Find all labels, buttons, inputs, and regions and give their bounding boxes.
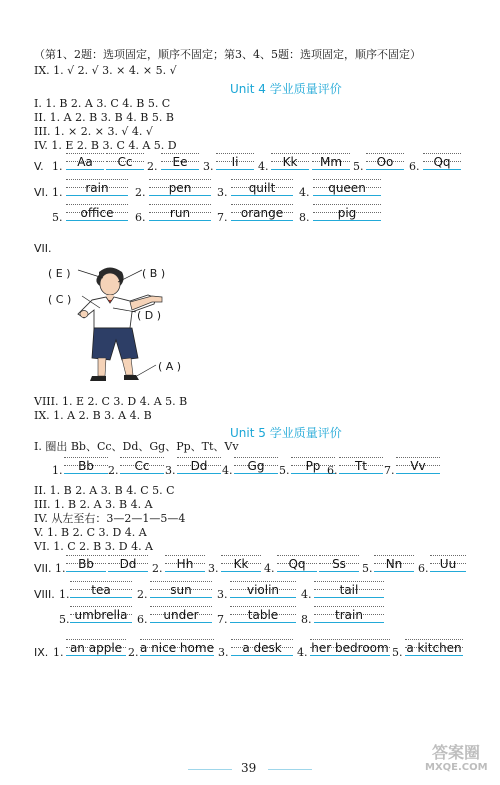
figure-label-b: ( B ) [142,267,166,280]
answer-blank [161,153,199,170]
unit4-line-ix: IX. 1. A 2. B 3. A 4. B [34,409,152,422]
answer-blank [150,581,212,598]
item-number: 2. [147,160,158,173]
answer-blank [319,555,359,572]
answer-blank [66,179,128,196]
note-line: （第1、2题：选项固定，顺序不固定；第3、4、5题：选项固定，顺序不固定） [34,48,421,61]
item-number: 3. [208,562,219,575]
unit5-vii-label: VII. [34,562,52,575]
unit5-viii-label: VIII. [34,588,55,601]
unit5-line-v: V. 1. B 2. C 3. D 4. A [34,526,147,539]
item-number: 6. [327,464,338,477]
item-number: 8. [299,211,310,224]
watermark-url: MXQE.COM [425,762,488,773]
item-number: 6. [137,613,148,626]
answer-blank [149,204,211,221]
answer-blank [396,457,440,474]
answer-text: Kk [282,155,298,169]
answer-blank [313,179,381,196]
answer-blank [271,153,309,170]
answer-blank [177,457,221,474]
unit4-vi-label: VI. [34,186,49,199]
answer-text: Oo [376,155,394,169]
unit4-line-iv: IV. 1. E 2. B 3. C 4. A 5. D [34,139,177,152]
unit4-line-i: I. 1. B 2. A 3. C 4. B 5. C [34,97,171,110]
answer-text: Hh [176,557,194,571]
item-number: 5. [362,562,373,575]
answer-text: Ss [332,557,346,571]
answer-blank [230,606,296,623]
unit5-title: Unit 5 学业质量评价 [230,426,342,440]
unit5-line-i: I. 圈出 Bb、Cc、Dd、Gg、Pp、Tt、Vv [34,440,239,453]
answer-blank [66,639,126,656]
answer-blank [120,457,164,474]
item-number: 1. [53,646,64,659]
item-number: 2. [137,588,148,601]
answer-text: umbrella [74,608,128,622]
item-number: 5. [353,160,364,173]
answer-blank [423,153,461,170]
answer-text: train [335,608,363,622]
boy-illustration [70,262,170,387]
answer-blank [66,204,128,221]
item-number: 3. [217,186,228,199]
answer-text: Dd [119,557,137,571]
answer-text: a kitchen [406,641,462,655]
answer-blank [66,153,104,170]
answer-text: Aa [77,155,93,169]
unit4-title: Unit 4 学业质量评价 [230,82,342,96]
answer-text: Uu [439,557,457,571]
unit4-line-ii: II. 1. A 2. B 3. B 4. B 5. B [34,111,174,124]
answer-text: Ee [172,155,188,169]
page-number: 39 [241,761,257,775]
answer-blank [66,555,106,572]
footer-rule-right [268,769,312,770]
item-number: 4. [264,562,275,575]
answer-blank [231,639,293,656]
answer-blank [234,457,278,474]
watermark-logo: 答案圈 [432,743,481,762]
answer-text: Cc [117,155,133,169]
answer-text: Tt [354,459,368,473]
answer-text: an apple [69,641,123,655]
answer-blank [70,606,132,623]
answer-text: pen [168,181,192,195]
unit4-vii-label: VII. [34,242,52,255]
item-number: 4. [222,464,233,477]
item-number: 4. [299,186,310,199]
answer-blank [165,555,205,572]
answer-text: sun [170,583,192,597]
item-number: 3. [203,160,214,173]
answer-blank [108,555,148,572]
answer-text: Ii [231,155,239,169]
unit5-line-vi: VI. 1. C 2. B 3. D 4. A [34,540,154,553]
unit5-ix-label: IX. [34,646,49,659]
answer-blank [313,204,381,221]
item-number: 2. [135,186,146,199]
answer-blank [216,153,254,170]
answer-text: Mm [319,155,343,169]
item-number: 7. [384,464,395,477]
answer-text: Cc [134,459,150,473]
item-number: 1. [55,562,66,575]
item-number: 4. [297,646,308,659]
item-number: 6. [135,211,146,224]
answer-text: Nn [385,557,403,571]
unit5-line-iii: III. 1. B 2. A 3. B 4. A [34,498,153,511]
item-number: 4. [258,160,269,173]
answer-text: Pp [305,459,321,473]
answer-blank [231,204,293,221]
answer-text: queen [328,181,366,195]
answer-text: office [80,206,114,220]
item-number: 3. [217,588,228,601]
answer-text: Vv [410,459,426,473]
unit4-v-label: V. [34,160,44,173]
answer-blank [149,179,211,196]
answer-text: quilt [248,181,276,195]
answer-blank [339,457,383,474]
unit4-line-viii: VIII. 1. E 2. C 3. D 4. A 5. B [34,395,188,408]
item-number: 1. [52,464,63,477]
answer-blank [314,581,384,598]
item-number: 6. [418,562,429,575]
answer-text: a desk [242,641,282,655]
answer-text: orange [240,206,284,220]
answer-blank [231,179,293,196]
answer-blank [405,639,463,656]
answer-text: a nice home [140,641,214,655]
item-number: 6. [409,160,420,173]
item-number: 7. [217,211,228,224]
answer-blank [150,606,212,623]
item-number: 2. [128,646,139,659]
item-number: 7. [217,613,228,626]
answer-text: run [169,206,191,220]
figure-label-c: ( C ) [48,293,72,306]
figure-label-d: ( D ) [137,309,162,322]
answer-text: Qq [288,557,306,571]
answer-text: table [247,608,279,622]
answer-blank [374,555,414,572]
answer-text: under [163,608,199,622]
answer-text: her bedroom [311,641,389,655]
answer-text: Qq [433,155,451,169]
answer-blank [277,555,317,572]
unit5-line-ii: II. 1. B 2. A 3. B 4. C 5. C [34,484,175,497]
answer-text: violin [246,583,280,597]
answer-blank [230,581,296,598]
item-number: 3. [165,464,176,477]
answer-text: tea [91,583,111,597]
answer-blank [314,606,384,623]
answer-blank [430,555,466,572]
item-number: 5. [52,211,63,224]
item-number: 1. [52,160,63,173]
unit5-line-iv: IV. 从左至右：3—2—1—5—4 [34,512,186,525]
item-number: 1. [59,588,70,601]
footer-rule-left [188,769,232,770]
item-number: 1. [52,186,63,199]
answer-text: rain [85,181,109,195]
answer-line-ix-top: IX. 1. √ 2. √ 3. × 4. × 5. √ [34,64,177,77]
answer-text: Gg [247,459,265,473]
answer-text: Bb [78,459,94,473]
item-number: 4. [301,588,312,601]
answer-blank [70,581,132,598]
answer-text: pig [337,206,357,220]
answer-blank [140,639,214,656]
answer-text: Kk [233,557,249,571]
answer-blank [64,457,108,474]
answer-blank [106,153,144,170]
answer-blank [310,639,390,656]
item-number: 5. [392,646,403,659]
answer-text: tail [339,583,359,597]
item-number: 5. [59,613,70,626]
item-number: 5. [279,464,290,477]
item-number: 8. [301,613,312,626]
item-number: 3. [218,646,229,659]
unit4-line-iii: III. 1. × 2. × 3. √ 4. √ [34,125,153,138]
answer-text: Dd [190,459,208,473]
answer-blank [312,153,350,170]
answer-text: Bb [78,557,94,571]
answer-blank [366,153,404,170]
figure-label-a: ( A ) [158,360,182,373]
figure-label-e: ( E ) [48,267,71,280]
item-number: 2. [152,562,163,575]
item-number: 2. [108,464,119,477]
answer-blank [221,555,261,572]
